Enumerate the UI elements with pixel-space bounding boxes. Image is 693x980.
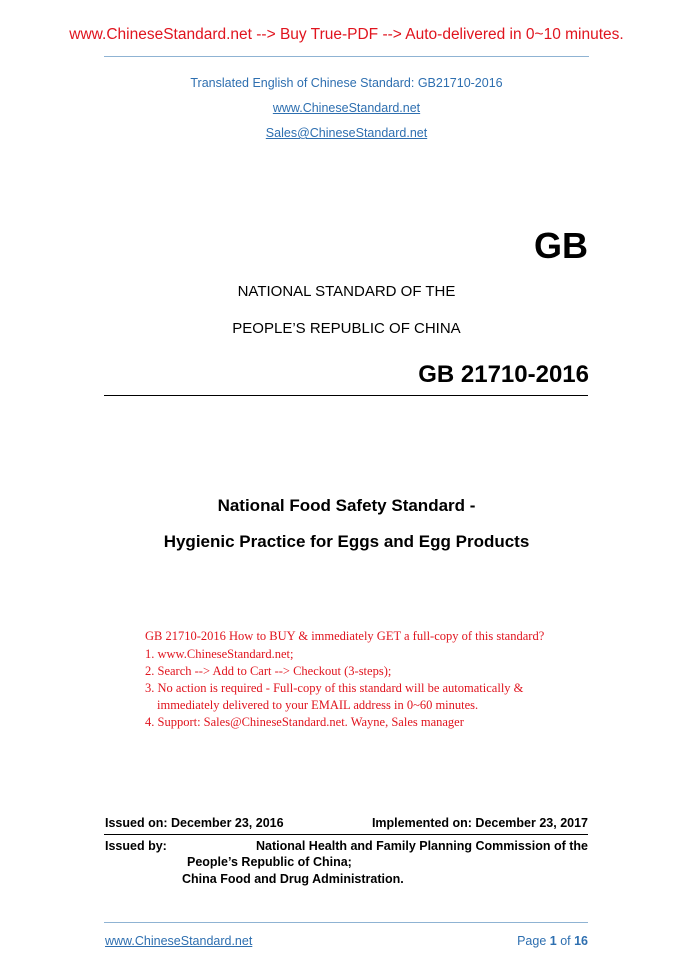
national-standard-line1: NATIONAL STANDARD OF THE [237,283,456,300]
standard-number: GB 21710-2016 [418,361,589,388]
dates-rule [104,834,588,835]
issued-by-label: Issued by: [105,839,167,853]
document-title-line1: National Food Safety Standard - [217,496,476,515]
issuer-second-org: China Food and Drug Administration. [182,872,404,886]
purchase-step: 3. No action is required - Full-copy of this standard will be automatically & [145,681,524,695]
issuer-line2: People’s Republic of China; [187,855,352,869]
top-promo-banner[interactable]: www.ChineseStandard.net --> Buy True-PDF --> Auto-delivered in 0~10 minutes. [69,26,624,43]
standard-number-rule [104,395,588,396]
national-standard-line2: PEOPLE’S REPUBLIC OF CHINA [232,320,461,337]
page-indicator [517,934,588,948]
page-label: Page [517,934,550,948]
purchase-heading: GB 21710-2016 How to BUY & immediately GET a full-copy of this standard? [145,629,545,643]
email-link[interactable]: Sales@ChineseStandard.net [265,126,428,140]
purchase-step: 2. Search --> Add to Cart --> Checkout (3-steps); [145,664,392,678]
issuing-authority [105,839,588,886]
purchase-instructions [145,628,544,731]
page-total: 16 [574,934,588,948]
purchase-step: 4. Support: Sales@ChineseStandard.net. Wayne, Sales manager [145,715,464,729]
implemented-date: Implemented on: December 23, 2017 [371,816,588,830]
purchase-step-continuation: immediately delivered to your EMAIL address in 0~60 minutes. [157,698,479,712]
header-divider [104,56,589,57]
page-of: of [556,934,575,948]
footer-website-link[interactable]: www.ChineseStandard.net [105,934,253,948]
website-link[interactable]: www.ChineseStandard.net [272,101,421,115]
purchase-step: 1. www.ChineseStandard.net; [145,647,294,661]
issued-date: Issued on: December 23, 2016 [105,816,284,830]
document-title-line2: Hygienic Practice for Eggs and Egg Products [163,532,530,551]
page-current: 1 [549,934,557,948]
footer-divider [104,922,588,923]
issuer-line1: National Health and Family Planning Commission of the [256,839,588,853]
gb-mark: GB [534,225,588,266]
translated-note: Translated English of Chinese Standard: GB21710-2016 [190,76,503,90]
